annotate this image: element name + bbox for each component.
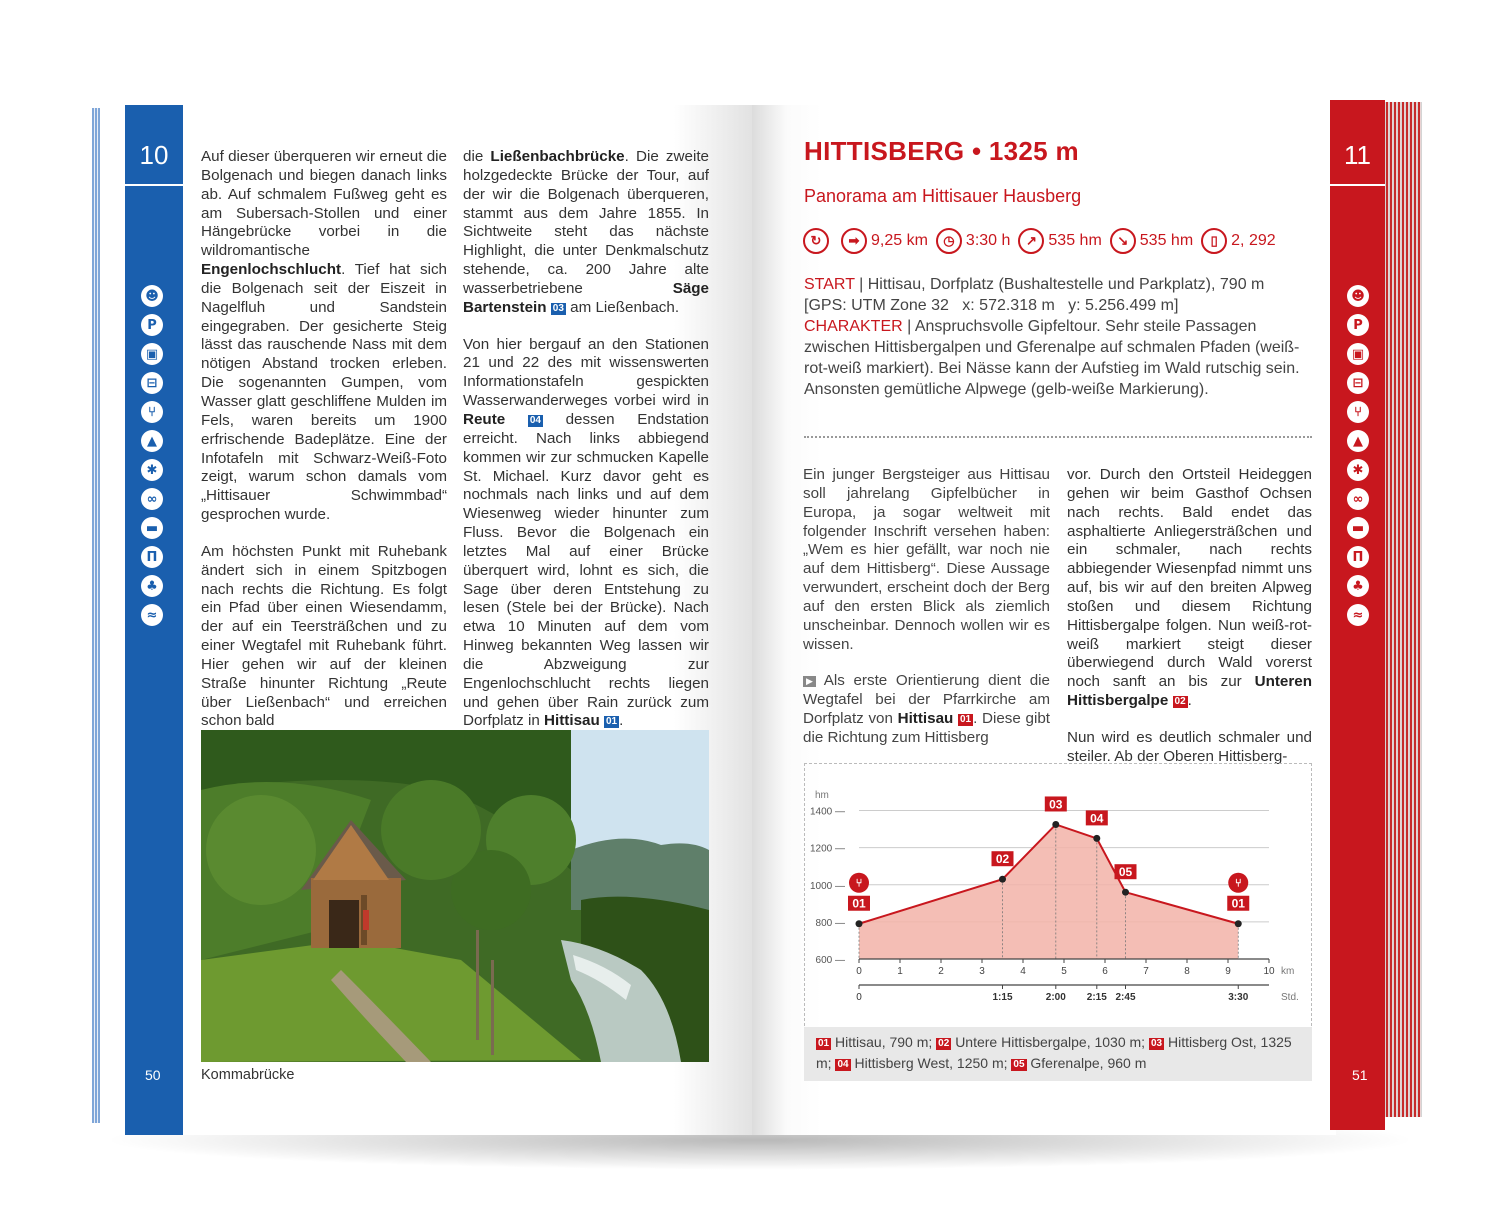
map-icon: ▯ (1201, 228, 1227, 254)
signpost-icon: ➡ (841, 228, 867, 254)
waypoint-badge-label: 01 (1231, 896, 1245, 911)
duration-stat (936, 228, 1010, 254)
photo-caption: Kommabrücke (201, 1067, 295, 1083)
legend-badge: 02 (938, 1038, 950, 1049)
paragraph: Nun wird es deutlich schmaler und steiler. Ab der Oberen Hittisberg- (1067, 728, 1312, 765)
right-category-icons (1347, 285, 1369, 626)
x-tick-label: 6 (1102, 966, 1108, 977)
time-tick-label: 2:00 (1045, 992, 1066, 1003)
time-tick-label: 2:45 (1115, 992, 1136, 1003)
kids-icon: ☻ (1347, 285, 1369, 307)
elevation-profile-chart (805, 764, 1311, 1030)
start-info: START | Hittisau, Dorfplatz (Bushaltestelle und Parkplatz), 790 m (804, 276, 1265, 293)
bus-icon: ▣ (141, 343, 163, 365)
bike-icon: ∞ (141, 488, 163, 510)
summit-icon: ▲ (1347, 430, 1369, 452)
elevation-profile-frame (804, 763, 1312, 1031)
swimming-icon: ≈ (141, 604, 163, 626)
waypoint-badge: 04 (529, 414, 541, 426)
character-info: CHARAKTER | Anspruchsvolle Gipfeltour. Sehr steile Passagen zwischen Hittisbergalpen und Gferenalpe auf schmalen Pfaden (weiß-rot-weiß markiert). Bei Nässe kann der Aufstieg im Wald rutschig sein. Ansonsten gemütliche Alpwege (gelb-weiße Markierung). (804, 318, 1300, 398)
descent-stat (1110, 228, 1193, 254)
loop-icon: ↻ (803, 228, 829, 254)
waypoint-legend: 01 Hittisau, 790 m; 02 Untere Hittisbergalpe, 1030 m; 03 Hittisberg Ost, 1325 m; 04 Hittisberg West, 1250 m; 05 Gferenalpe, 960 m (804, 1027, 1312, 1081)
covered-bridge-photo (201, 730, 709, 1062)
waypoint-badge: 02 (1174, 696, 1186, 708)
waypoint-marker (1093, 835, 1100, 842)
restaurant-icon-glyph: ⑂ (855, 876, 863, 890)
waypoint-badge-label: 05 (1118, 865, 1133, 880)
dotted-divider (804, 436, 1312, 438)
kids-icon: ☻ (141, 285, 163, 307)
x-axis-label: km (1281, 966, 1295, 977)
gps-info: [GPS: UTM Zone 32 x: 572.318 m y: 5.256.499 m] (804, 297, 1179, 314)
waypoint-marker (856, 920, 863, 927)
x-tick-label: 7 (1143, 966, 1149, 977)
loop-stat (803, 228, 833, 254)
bike-icon: ∞ (1347, 488, 1369, 510)
waypoint-badge: 01 (605, 716, 618, 728)
time-tick-label: 0 (856, 992, 862, 1003)
cable-car-icon: ⊟ (1347, 372, 1369, 394)
paragraph: die Ließenbachbrücke. Die zweite holzgedeckte Brücke der Tour, auf der wir die Bolgenach überqueren, stammt aus dem Jahre 1855. In Sichtweite steht das nächste Highlight, die unter Denkmalschutz stehende, ca. 200 Jahre alte wasserbetriebene Säge Bartenstein 03 am Ließenbach. (463, 148, 709, 316)
left-text-column-1 (201, 148, 447, 749)
x-tick-label: 5 (1061, 966, 1067, 977)
restaurant-icon: ⑂ (141, 401, 163, 423)
left-text-column-2 (463, 148, 709, 749)
left-category-icons (141, 285, 163, 626)
paragraph: Auf dieser überqueren wir erneut die Bolgenach und biegen danach links ab. Auf schmalem Fußweg geht es am Subersach-Stollen und einer Hängebrücke vorbei in die wildromantische Engenlochschlucht. Tief hat sich die Bolgenach seit der Eiszeit in Nagelfluh und Sandstein eingegraben. Der gesicherte Steig lässt das rauschende Nass mit dem nötigen Abstand trocken erleben. Die sogenannten Gumpen, vom Wasser glatt geschliffene Mulden im Fels, waren bereits um 1900 erfrischende Badeplätze. Eine der Infotafeln mit Schwarz-Weiß-Foto zeigt, warum schon damals vom „Hittisauer Schwimmbad“ gesprochen wurde. (201, 148, 447, 524)
tour-subtitle: Panorama am Hittisauer Hausberg (804, 186, 1082, 206)
time-tick-label: 1:15 (992, 992, 1013, 1003)
time-tick-label: 2:15 (1086, 992, 1107, 1003)
nature-icon: ♣ (141, 575, 163, 597)
right-page-number: 51 (1352, 1067, 1368, 1083)
parking-icon: P (1347, 314, 1369, 336)
legend-badge: 04 (837, 1059, 849, 1070)
x-tick-label: 2 (938, 966, 944, 977)
elevation-area (859, 824, 1238, 959)
distance-value: 9,25 km (871, 232, 928, 249)
waypoint-marker (1122, 889, 1129, 896)
time-axis-label: Std. (1281, 992, 1299, 1003)
waypoint-marker (999, 876, 1006, 883)
y-tick-label: 1400 — (809, 806, 845, 818)
ascent-icon: ↗ (1018, 228, 1044, 254)
x-tick-label: 8 (1184, 966, 1190, 977)
left-page-number: 50 (145, 1067, 161, 1083)
paragraph: vor. Durch den Ortsteil Heideggen gehen wir beim Gasthof Ochsen nach rechts. Bald endet das asphaltierte Anliegersträßchen und ein schmaler, nach rechts abbiegender Wiesenpfad nimmt uns auf, bis wir auf den breiten Alpweg stoßen und diesem Richtung Hittisbergalpe folgen. Nun weiß-rot-weiß markiert steigt dieser überwiegend durch Wald vorerst noch sanft an bis zur Unteren Hittisbergalpe 02 . (1067, 466, 1312, 710)
legend-badge: 03 (1150, 1038, 1163, 1049)
waypoint-marker (1235, 920, 1242, 927)
paragraph: Ein junger Bergsteiger aus Hittisau soll jahrelang Gipfelbücher in Europa, ja sogar weltweit mit folgender Inschrift versehen haben: „Wem es hier gefällt, war noch nie auf dem Hittisberg“. Diese Aussage verwundert, erscheint doch der Berg auf den ersten Blick als ziemlich unscheinbar. Dennoch wollen wir es wissen. (803, 466, 1050, 653)
waypoint-badge: 03 (552, 302, 564, 314)
waypoint-badge-label: 01 (852, 896, 866, 911)
legend-badge: 01 (818, 1038, 830, 1049)
waypoint-badge-label: 02 (995, 852, 1010, 867)
distance-stat (841, 228, 928, 254)
y-axis-label: hm (815, 790, 829, 801)
x-tick-label: 10 (1263, 966, 1275, 977)
restaurant-icon: ⑂ (1347, 401, 1369, 423)
winter-icon: ✱ (1347, 459, 1369, 481)
culture-icon: Π (141, 546, 163, 568)
right-text-column-2 (1067, 466, 1312, 785)
x-tick-label: 0 (856, 966, 862, 977)
descent-icon: ↘ (1110, 228, 1136, 254)
x-tick-label: 3 (979, 966, 985, 977)
right-page-edges (1382, 102, 1422, 1117)
waypoint-badge-label: 04 (1090, 811, 1104, 826)
arrow-icon: ▶ (803, 676, 816, 687)
y-tick-label: 1200 — (809, 843, 845, 855)
parking-icon: P (141, 314, 163, 336)
duration-value: 3:30 h (965, 232, 1011, 249)
legend-badge: 05 (1013, 1059, 1025, 1070)
descent-value: 535 hm (1139, 232, 1194, 249)
left-tour-number: 10 (139, 140, 169, 170)
restaurant-icon-glyph: ⑂ (1234, 876, 1242, 890)
right-tour-divider (1330, 184, 1385, 186)
waypoint-marker (1052, 821, 1059, 828)
paragraph: Von hier bergauf an den Stationen 21 und 22 des mit wissenswerten Informationstafeln gespickten Wasserwanderweges vorbei wird in Reute 04 dessen Endstation erreicht. Nach links abbiegend kommen wir zur schmucken Kapelle St. Michael. Kurz davor geht es nochmals nach links und auf dem Wiesenweg wieder hinunter zum Fluss. Bevor die Bolgenach ein letztes Mal auf einer Brücke überquert wird, lohnt es sich, die Sage über deren Entstehung zu lesen (Stele bei der Brücke). Nach etwa 10 Minuten auf dem vom Hinweg bekannten Weg lassen wir die Abzweigung zur Engenlochschlucht rechts liegen und gehen über Rain zurück zum Dorfplatz in Hittisau 01 . (463, 335, 709, 730)
cable-car-icon: ⊟ (141, 372, 163, 394)
paragraph: ▶ Als erste Orientierung dient die Wegtafel bei der Pfarrkirche am Dorfplatz von Hittisau 01 . Diese gibt die Richtung zum Hittisberg (803, 672, 1050, 746)
left-tour-divider (125, 184, 183, 186)
nature-icon: ♣ (1347, 575, 1369, 597)
bus-icon: ▣ (1347, 343, 1369, 365)
map-stat (1201, 228, 1275, 254)
culture-icon: Π (1347, 546, 1369, 568)
map-value: 2, 292 (1231, 232, 1276, 249)
tour-title: HITTISBERG • 1325 m (804, 136, 1079, 166)
y-tick-label: 1000 — (809, 880, 845, 892)
ascent-stat (1018, 228, 1101, 254)
y-tick-label: 600 — (815, 955, 845, 966)
swimming-icon: ≈ (1347, 604, 1369, 626)
ascent-value: 535 hm (1048, 232, 1102, 249)
right-text-column-1 (803, 466, 1050, 766)
tour-info (804, 274, 1314, 400)
waypoint-badge-label: 03 (1049, 797, 1063, 812)
winter-icon: ✱ (141, 459, 163, 481)
paragraph: Am höchsten Punkt mit Ruhebank ändert sich in einem Spitzbogen nach rechts die Richtung. Es folgt ein Pfad über einen Wiesendamm, der auf ein Teersträßchen und zu einer Wegtafel mit Ruhebank führt. Hier gehen wir auf der kleinen Straße hinunter Richtung „Reute über Ließenbach“ und erreichen schon bald (201, 542, 447, 730)
x-tick-label: 4 (1020, 966, 1026, 977)
time-tick-label: 3:30 (1228, 992, 1249, 1003)
x-tick-label: 1 (897, 966, 903, 977)
y-tick-label: 800 — (815, 917, 845, 929)
right-tour-number: 11 (1344, 140, 1371, 170)
waypoint-badge: 01 (959, 714, 972, 726)
clock-icon: ◷ (936, 228, 962, 254)
x-tick-label: 9 (1225, 966, 1231, 977)
summit-icon: ▲ (141, 430, 163, 452)
overnight-icon: ▬ (141, 517, 163, 539)
tour-stats (803, 228, 1284, 254)
overnight-icon: ▬ (1347, 517, 1369, 539)
